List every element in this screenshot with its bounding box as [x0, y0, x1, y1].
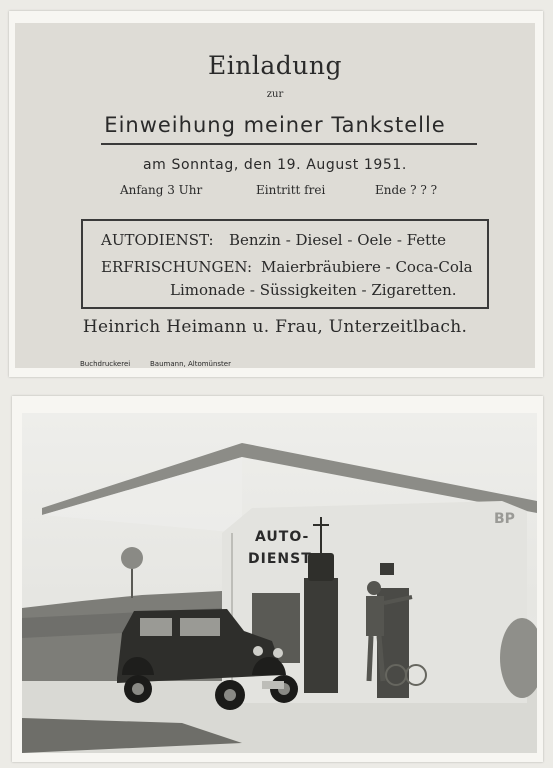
- invitation-signature: Heinrich Heimann u. Frau, Unterzeitlbach.: [82, 317, 468, 337]
- headline-rule: [101, 143, 477, 145]
- autodienst-label: AUTODIENST:: [101, 231, 214, 249]
- invitation-end: Ende ? ? ?: [375, 183, 438, 197]
- invitation-title: Einladung: [208, 51, 342, 80]
- printer-label: Buchdruckerei: [80, 360, 131, 368]
- services-box: [81, 219, 489, 309]
- wall-plate: [380, 563, 394, 575]
- erfrischungen-items: Maierbräubiere - Coca-Cola: [261, 258, 473, 276]
- photo-card: [12, 396, 543, 762]
- invitation-headline: Einweihung meiner Tankstelle: [104, 113, 446, 137]
- printer-name: Baumann, Altomünster: [150, 360, 231, 368]
- invitation-entry: Eintritt frei: [256, 183, 326, 197]
- bp-mark: BP: [494, 511, 515, 527]
- sign-dienst: DIENST: [248, 551, 312, 567]
- erfrischungen-label: ERFRISCHUNGEN:: [101, 258, 253, 276]
- autodienst-items: Benzin - Diesel - Oele - Fette: [229, 231, 447, 249]
- erfrischungen-line3: Limonade - Süssigkeiten - Zigaretten.: [170, 281, 457, 299]
- fuel-pump: [304, 578, 338, 693]
- invitation-date: am Sonntag, den 19. August 1951.: [143, 157, 407, 173]
- invitation-card: [9, 11, 543, 377]
- gas-station-photo: [22, 413, 537, 753]
- invitation-zur: zur: [266, 89, 284, 100]
- attendant: [367, 581, 381, 595]
- photo-scene: [22, 413, 537, 753]
- sign-auto: AUTO-: [255, 529, 310, 545]
- invitation-print: [15, 23, 535, 368]
- invitation-start: Anfang 3 Uhr: [120, 183, 203, 197]
